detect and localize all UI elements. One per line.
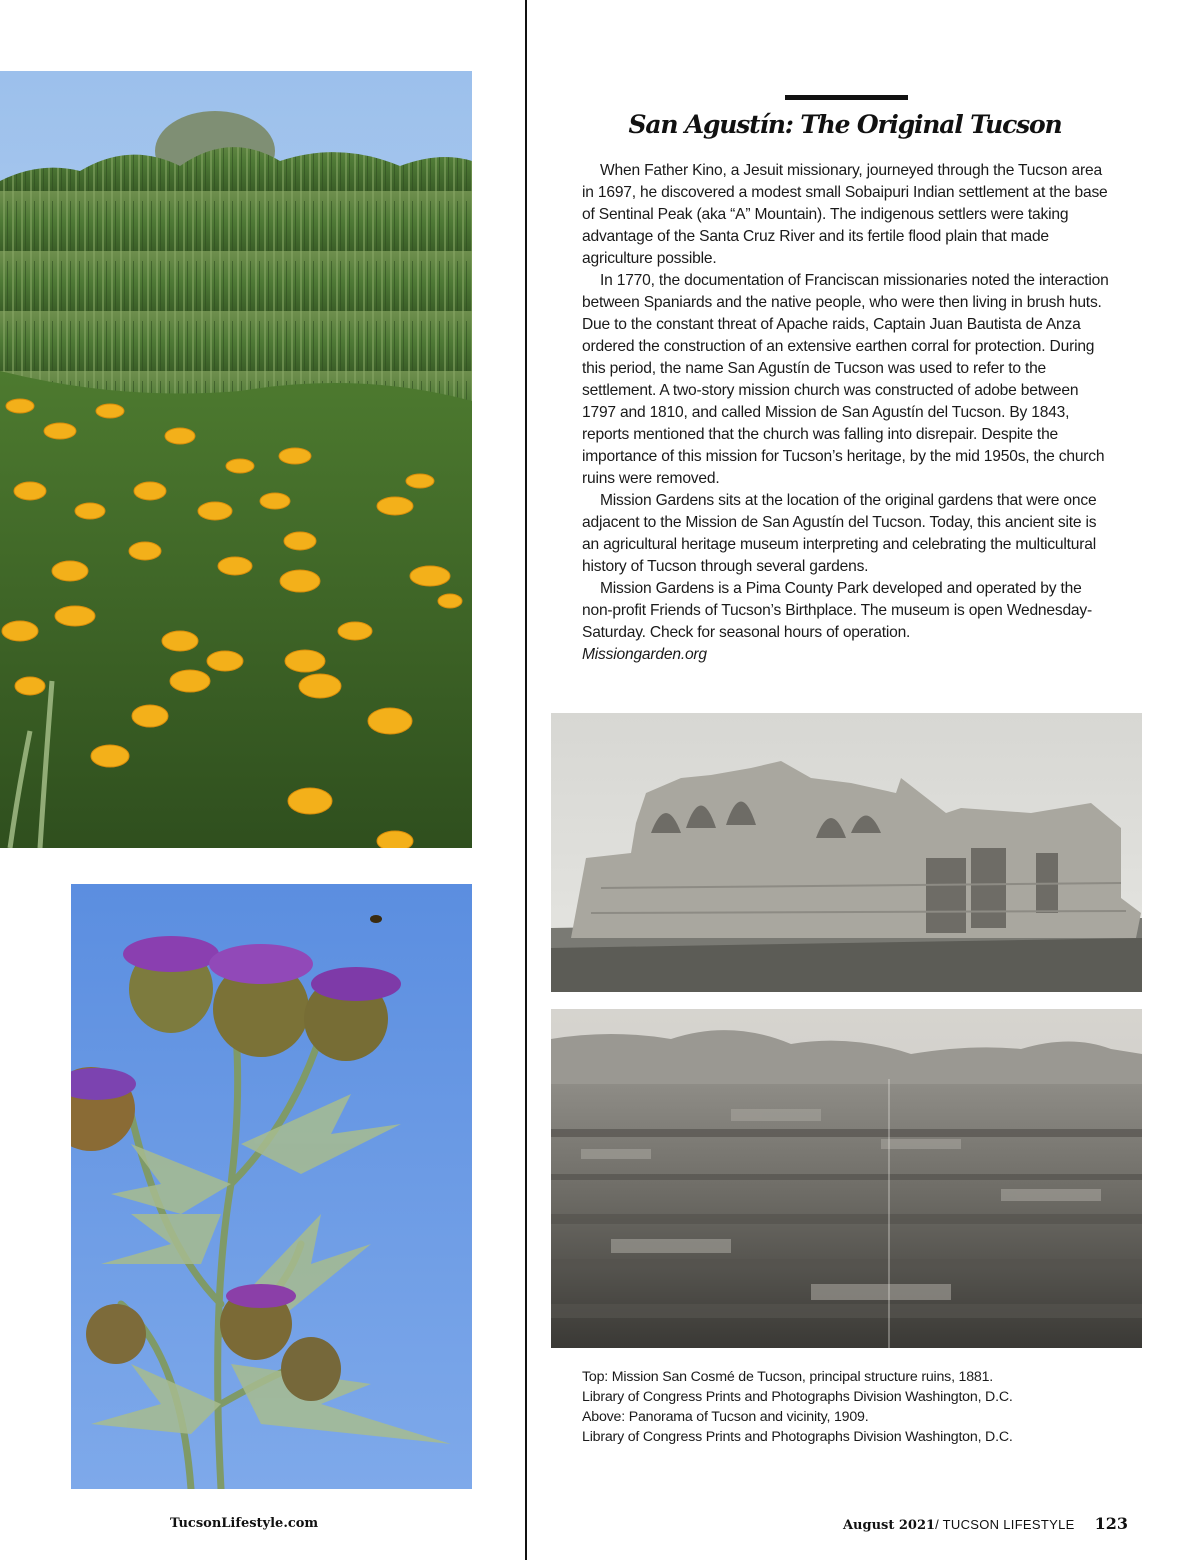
article-title: San Agustín: The Original Tucson — [628, 110, 1062, 139]
magazine-name: / TUCSON LIFESTYLE — [935, 1517, 1075, 1532]
footer-website[interactable]: TucsonLifestyle.com — [170, 1516, 319, 1531]
paragraph-1: When Father Kino, a Jesuit missionary, journeyed through the Tucson area in 1697, he discovered a modest small Sobaipuri Indian settlement at the base of Sentinal Peak (aka “A” Mountain). The indigenous settlers were taking advantage of the Santa Cruz River and its fertile flood plain that made agriculture possible. — [582, 162, 1108, 267]
tucson-panorama-photo — [551, 1009, 1142, 1348]
paragraph-2: In 1770, the documentation of Franciscan missionaries noted the interaction between Spaniards and the native people, who were then living in brush huts. Due to the constant threat of Apache raids, Captain Juan Bautista de Anza ordered the construction of an extensive earthen corral for protection. During this period, the name San Agustín de Tucson was used to refer to the settlement. A two-story mission church was constructed of adobe between 1797 and 1810, and called Mission de San Agustín del Tucson. By 1843, reports mentioned that the church was falling into disrepair. Despite the importance of this mission for Tucson’s heritage, by the mid 1950s, the church ruins were removed. — [582, 272, 1109, 487]
caption-line-3: Above: Panorama of Tucson and vicinity, 1909. — [582, 1409, 869, 1425]
article-body — [582, 160, 1110, 666]
page-number: 123 — [1094, 1514, 1128, 1533]
marigold-wheat-photo — [0, 71, 472, 848]
caption-line-2: Library of Congress Prints and Photographs Division Washington, D.C. — [582, 1389, 1013, 1405]
footer-folio — [843, 1514, 1128, 1533]
website-link[interactable]: Missiongarden.org — [582, 646, 707, 663]
photo-caption — [582, 1367, 1142, 1447]
caption-line-1: Top: Mission San Cosmé de Tucson, principal structure ruins, 1881. — [582, 1369, 994, 1385]
caption-line-4: Library of Congress Prints and Photographs Division Washington, D.C. — [582, 1429, 1013, 1445]
artichoke-thistle-photo — [71, 884, 472, 1489]
column-divider — [525, 0, 527, 1560]
issue-date: August 2021 — [842, 1518, 936, 1533]
paragraph-4: Mission Gardens is a Pima County Park developed and operated by the non-profit Friends of Tucson’s Birthplace. The museum is open Wednesday-Saturday. Check for seasonal hours of operation. — [582, 580, 1092, 641]
paragraph-3: Mission Gardens sits at the location of the original gardens that were once adjacent to the Mission de San Agustín del Tucson. Today, this ancient site is an agricultural heritage museum interpreting and celebrating the multicultural history of Tucson through several gardens. — [582, 492, 1097, 575]
title-rule — [785, 95, 908, 100]
mission-ruins-photo — [551, 713, 1142, 992]
